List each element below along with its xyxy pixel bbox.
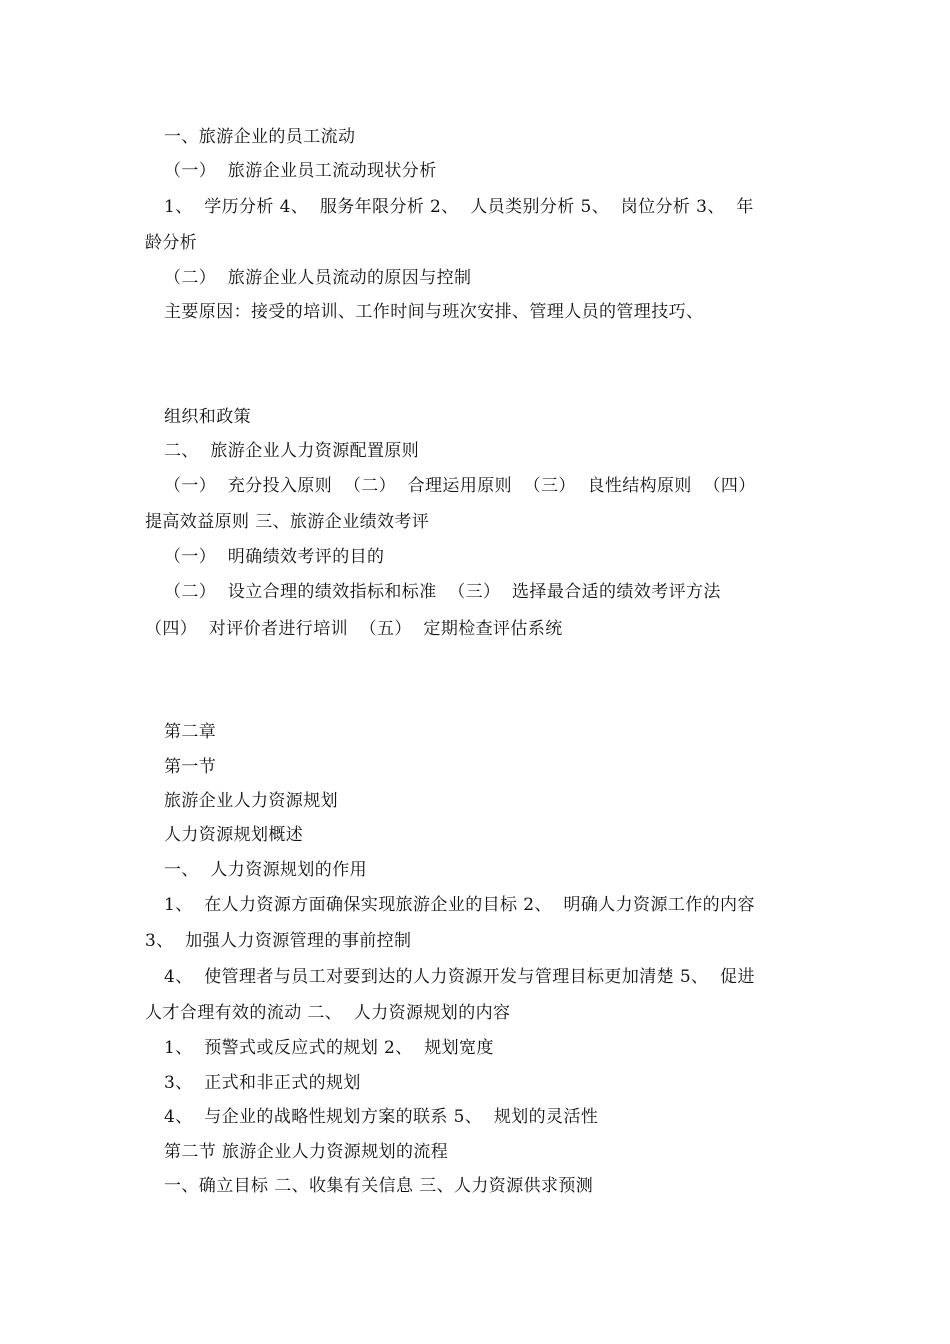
heading-employee-turnover: 一、旅游企业的员工流动: [164, 127, 356, 147]
heading-hr-planning-role: 一、 人力资源规划的作用: [164, 860, 368, 880]
text-line: 一、确立目标 二、收集有关信息 三、人力资源供求预测: [164, 1176, 594, 1196]
text-line: 4、 使管理者与员工对要到达的人力资源开发与管理目标更加清楚 5、 促进: [164, 967, 755, 987]
text-line: （二） 设立合理的绩效指标和标准 （三） 选择最合适的绩效考评方法: [164, 582, 721, 602]
text-line: 1、 在人力资源方面确保实现旅游企业的目标 2、 明确人力资源工作的内容: [164, 895, 755, 915]
text-line: 1、 学历分析 4、 服务年限分析 2、 人员类别分析 5、 岗位分析 3、 年: [164, 197, 754, 217]
section-subheading: 人力资源规划概述: [164, 825, 304, 845]
chapter-title: 第二章: [164, 722, 217, 742]
text-line: 3、 加强人力资源管理的事前控制: [145, 931, 412, 951]
text-line: 主要原因：接受的培训、工作时间与班次安排、管理人员的管理技巧、: [164, 302, 704, 322]
text-line: 人才合理有效的流动 二、 人力资源规划的内容: [145, 1003, 511, 1023]
subheading-turnover-status: （一） 旅游企业员工流动现状分析: [164, 161, 437, 181]
section-heading: 第二节 旅游企业人力资源规划的流程: [164, 1142, 449, 1162]
text-line: 龄分析: [145, 233, 198, 253]
section-heading: 旅游企业人力资源规划: [164, 791, 338, 811]
text-line: 1、 预警式或反应式的规划 2、 规划宽度: [164, 1038, 494, 1058]
text-line: （四） 对评价者进行培训 （五） 定期检查评估系统: [145, 619, 563, 639]
subheading-turnover-causes: （二） 旅游企业人员流动的原因与控制: [164, 268, 472, 288]
text-line: 4、 与企业的战略性规划方案的联系 5、 规划的灵活性: [164, 1107, 599, 1127]
text-line: 组织和政策: [164, 407, 251, 427]
section-title: 第一节: [164, 757, 217, 777]
text-line: （一） 充分投入原则 （二） 合理运用原则 （三） 良性结构原则 （四）: [164, 476, 756, 496]
heading-hr-allocation: 二、 旅游企业人力资源配置原则: [164, 441, 420, 461]
text-line: 提高效益原则 三、旅游企业绩效考评: [145, 512, 430, 532]
text-line: （一） 明确绩效考评的目的: [164, 547, 385, 567]
text-line: 3、 正式和非正式的规划: [164, 1073, 361, 1093]
